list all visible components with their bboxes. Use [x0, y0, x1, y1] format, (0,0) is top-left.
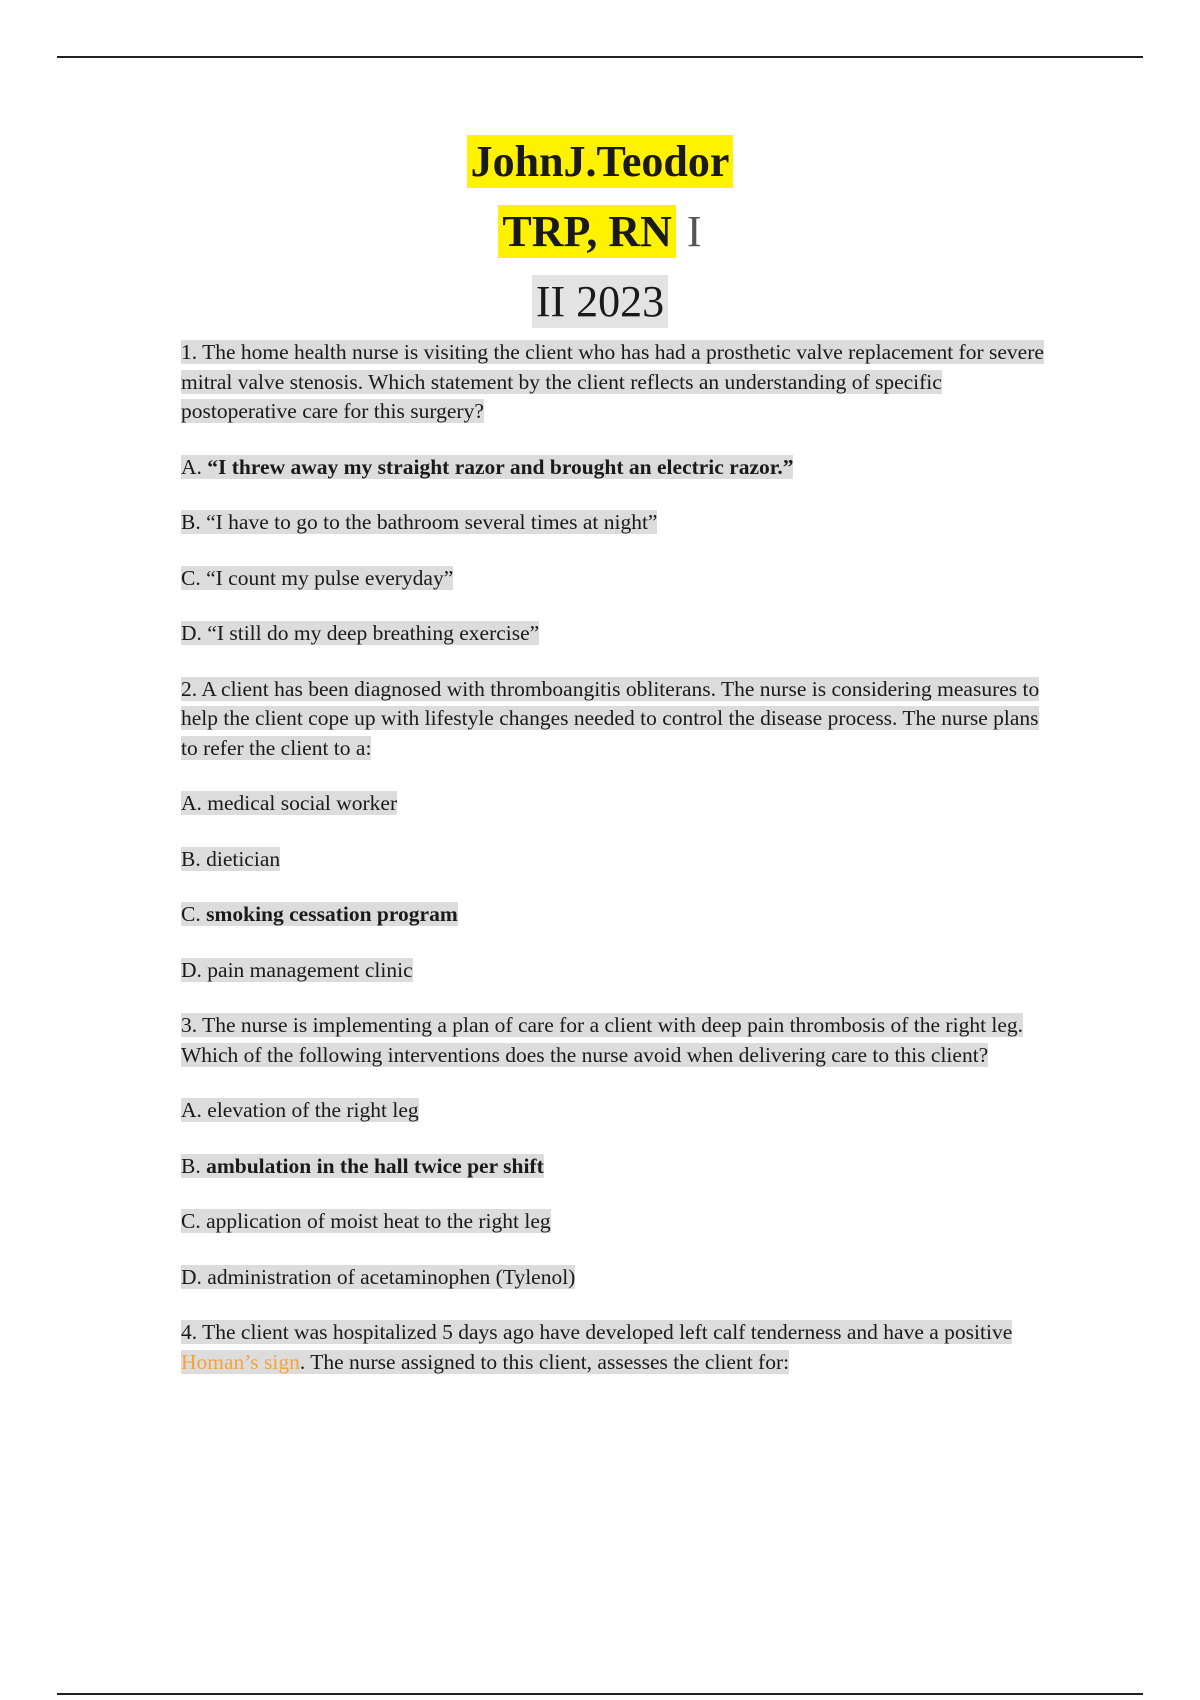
document-body	[181, 338, 1051, 1403]
option-1a: A. “I threw away my straight razor and brought an electric razor.”	[181, 454, 794, 479]
question-3: 3. The nurse is implementing a plan of care for a client with deep pain thrombosis of the right leg. Which of the following interventions does the nurse avoid when delivering care to this client?	[181, 1013, 1024, 1067]
bottom-rule	[57, 1693, 1143, 1695]
option-3c: C. application of moist heat to the right leg	[181, 1209, 551, 1233]
title-year: II 2023	[0, 280, 1200, 324]
option-3d: D. administration of acetaminophen (Tylenol)	[181, 1264, 576, 1289]
document-title	[0, 137, 1200, 326]
title-name: JohnJ.Teodor	[0, 140, 1200, 196]
homans-sign-link[interactable]: Homan’s sign	[181, 1349, 300, 1374]
option-3b: B. ambulation in the hall twice per shift	[181, 1153, 544, 1178]
option-1c: C. “I count my pulse everyday”	[181, 565, 454, 590]
title-credentials: TRP, RN I	[0, 210, 1200, 266]
option-3a: A. elevation of the right leg	[181, 1098, 419, 1122]
option-2c: C. smoking cessation program	[181, 902, 458, 926]
question-1: 1. The home health nurse is visiting the client who has had a prosthetic valve replacement for severe mitral valve stenosis. Which statement by the client reflects an understanding of specific postoperative care for this surgery?	[181, 340, 1044, 423]
option-2d: D. pain management clinic	[181, 957, 413, 982]
question-2: 2. A client has been diagnosed with thromboangitis obliterans. The nurse is considering measures to help the client cope up with lifestyle changes needed to control the disease process. The nurse plans to refer the client to a:	[181, 676, 1040, 760]
question-4: 4. The client was hospitalized 5 days ago have developed left calf tenderness and have a positive Homan’s sign. The nurse assigned to this client, assesses the client for:	[181, 1320, 1013, 1374]
option-1b: B. “I have to go to the bathroom several times at night”	[181, 510, 658, 534]
top-rule	[57, 56, 1143, 58]
option-2a: A. medical social worker	[181, 791, 398, 815]
option-1d: D. “I still do my deep breathing exercise”	[181, 621, 540, 645]
option-2b: B. dietician	[181, 846, 281, 871]
